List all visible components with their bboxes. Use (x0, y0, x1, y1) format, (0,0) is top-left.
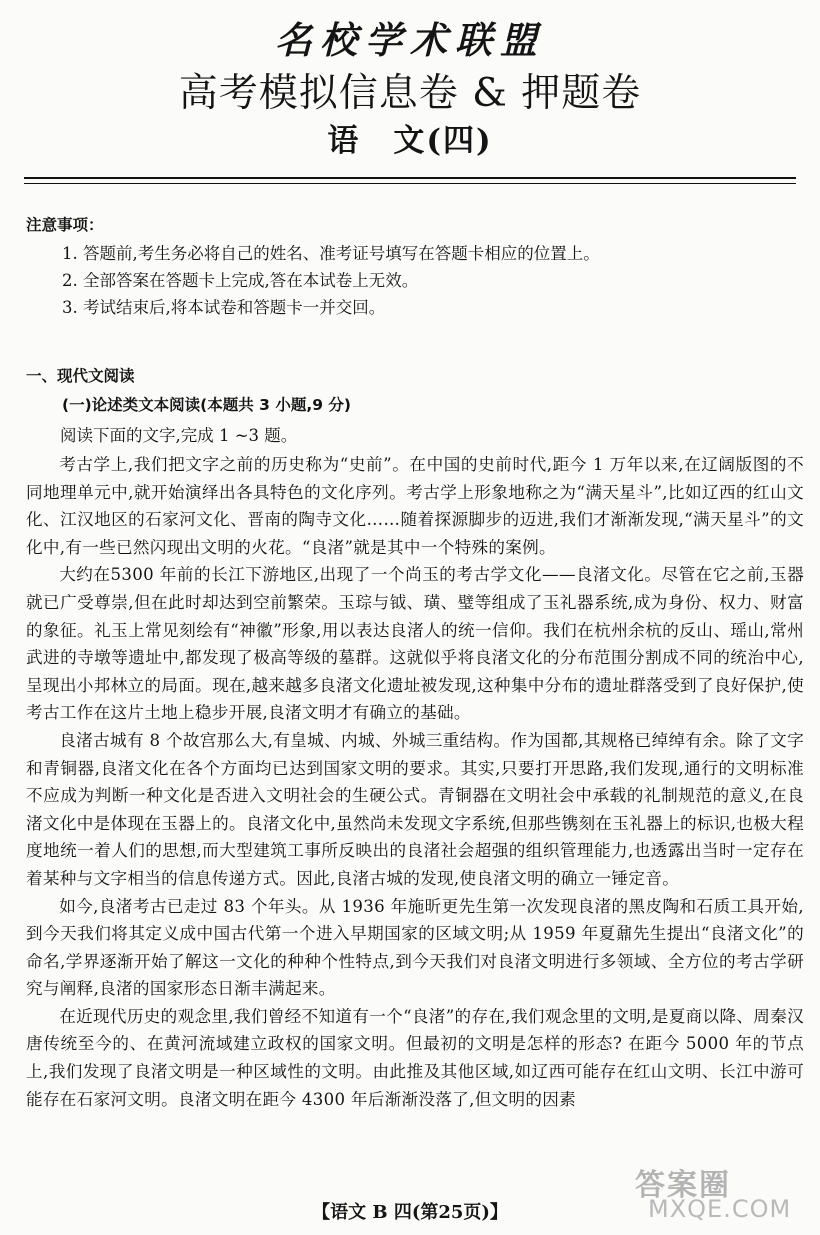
notice-item: 3. 考试结束后,将本试卷和答题卡一并交回。 (62, 298, 386, 317)
page-footer: 【语文 B 四(第25页)】 (312, 1202, 508, 1223)
notice-item: 1. 答题前,考生务必将自己的姓名、准考证号填写在答题卡相应的位置上。 (62, 244, 600, 263)
exam-title: 高考模拟信息卷 & 押题卷 (178, 71, 642, 116)
notice-list (62, 240, 782, 321)
passage-paragraph: 在近现代历史的观念里,我们曾经不知道有一个“良渚”的存在,我们观念里的文明,是夏商以降、周秦汉唐传统至今的、在黄河流域建立政权的国家文明。但最初的文明是怎样的形态? 在距今 5000 年的节点上,我们发现了良渚文明是一种区域性的文明。由此推及其他区域,如辽西可能存在红山文明、长江中游可能存在石家河文明。良渚文明在距今 4300 年后渐渐没落了,但文明的因素 (26, 1006, 804, 1109)
header-rule-thick (24, 177, 796, 179)
brand-name: 名校学术联盟 (275, 18, 545, 62)
watermark-logo: 答案圈 (635, 1168, 731, 1203)
notice-heading: 注意事项： (26, 216, 104, 234)
reading-passage (26, 451, 804, 1113)
passage-paragraph: 如今,良渚考古已走过 83 个年头。从 1936 年施昕更先生第一次发现良渚的黑皮陶和石质工具开始,到今天我们将其定义成中国古代第一个进入早期国家的区域文明;从 1959 年夏鼐先生提出“良渚文化”的命名,学界逐渐开始了解这一文化的种种个性特点,到今天我们对良渚文明进行多领域、全方位的考古学研究与阐释,良渚的国家形态日渐丰满起来。 (26, 896, 804, 999)
header-rule-thin (24, 183, 796, 184)
notice-item: 2. 全部答案在答题卡上完成,答在本试卷上无效。 (62, 271, 419, 290)
sub-section-heading: (一)论述类文本阅读(本题共 3 小题,9 分) (62, 396, 351, 414)
passage-paragraph: 良渚古城有 8 个故宫那么大,有皇城、内城、外城三重结构。作为国都,其规格已绰绰有余。除了文字和青铜器,良渚文化在各个方面均已达到国家文明的要求。其实,只要打开思路,我们发现,通行的文明标准不应成为判断一种文化是否进入文明社会的生硬公式。青铜器在文明社会中承载的礼制规范的意义,在良渚文化中是体现在玉器上的。良渚文化中,虽然尚未发现文字系统,但那些镌刻在玉礼器上的标识,也极大程度地统一着人们的思想,而大型建筑工事所反映出的良渚社会超强的组织管理能力,也透露出当时一定存在着某种与文字相当的信息传递方式。因此,良渚古城的发现,使良渚文明的确立一锤定音。 (26, 730, 804, 888)
section-heading: 一、现代文阅读 (26, 367, 135, 385)
passage-paragraph: 大约在5300 年前的长江下游地区,出现了一个尚玉的考古学文化——良渚文化。尽管在它之前,玉器就已广受尊崇,但在此时却达到空前繁荣。玉琮与钺、璜、璧等组成了玉礼器系统,成为身份、权力、财富的象征。礼玉上常见刻绘有“神徽”形象,用以表达良渚人的统一信仰。我们在杭州余杭的反山、瑶山,常州武进的寺墩等遗址中,都发现了极高等级的墓群。这就似乎将良渚文化的分布范围分割成不同的统治中心,呈现出小邦林立的局面。现在,越来越多良渚文化遗址被发现,这种集中分布的遗址群落受到了良好保护,使考古工作在这片土地上稳步开展,良渚文明才有确立的基础。 (26, 565, 804, 723)
watermark-site: MXQE.COM (648, 1195, 792, 1223)
passage-paragraph: 考古学上,我们把文字之前的历史称为“史前”。在中国的史前时代,距今 1 万年以来,在辽阔版图的不同地理单元中,就开始演绎出各具特色的文化序列。考古学上形象地称之为“满天星斗”,比如辽西的红山文化、江汉地区的石家河文化、晋南的陶寺文化……随着探源脚步的迈进,我们才渐渐发现,“满天星斗”的文化中,有一些已然闪现出文明的火花。“良渚”就是其中一个特殊的案例。 (26, 455, 804, 557)
subject-title: 语 文(四) (327, 123, 493, 159)
reading-instruction: 阅读下面的文字,完成 1 ~3 题。 (60, 426, 298, 445)
